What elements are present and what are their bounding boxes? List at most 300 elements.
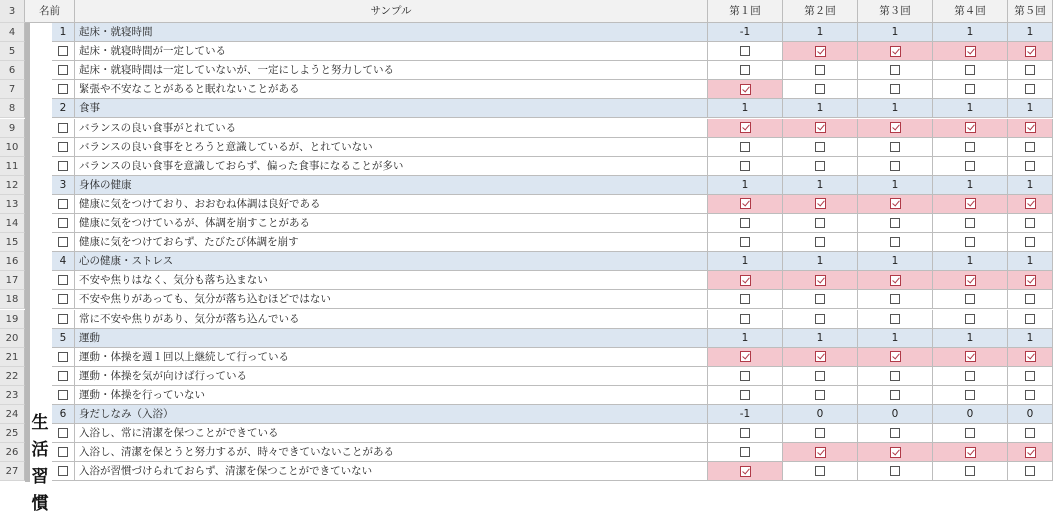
item-checkbox-cell[interactable] bbox=[52, 348, 75, 367]
checkbox-icon[interactable] bbox=[58, 46, 68, 56]
round-check-cell[interactable] bbox=[858, 61, 933, 80]
round-check-cell[interactable] bbox=[783, 386, 858, 405]
round-check-cell[interactable] bbox=[933, 290, 1008, 309]
checked-checkbox-icon[interactable] bbox=[965, 351, 976, 362]
checkbox-icon[interactable] bbox=[58, 428, 68, 438]
round-check-cell[interactable] bbox=[1008, 119, 1053, 138]
checkbox-icon[interactable] bbox=[740, 161, 750, 171]
score-cell[interactable]: 1 bbox=[933, 99, 1008, 118]
score-cell[interactable]: 1 bbox=[1008, 23, 1053, 42]
score-cell[interactable]: 1 bbox=[1008, 99, 1053, 118]
round-check-cell[interactable] bbox=[858, 80, 933, 99]
checked-checkbox-icon[interactable] bbox=[965, 122, 976, 133]
checkbox-icon[interactable] bbox=[965, 390, 975, 400]
round-check-cell[interactable] bbox=[858, 157, 933, 176]
item-text: 常に不安や焦りがあり、気分が落ち込んでいる bbox=[75, 310, 708, 329]
item-checkbox-cell[interactable] bbox=[52, 386, 75, 405]
round-check-cell[interactable] bbox=[933, 214, 1008, 233]
item-checkbox-cell[interactable] bbox=[52, 367, 75, 386]
item-text: バランスの良い食事をとろうと意識しているが、とれていない bbox=[75, 138, 708, 157]
checked-checkbox-icon[interactable] bbox=[1025, 46, 1036, 57]
checkbox-icon[interactable] bbox=[740, 314, 750, 324]
checkbox-icon[interactable] bbox=[815, 218, 825, 228]
score-cell[interactable]: 1 bbox=[933, 176, 1008, 195]
round-check-cell[interactable] bbox=[1008, 138, 1053, 157]
checkbox-icon[interactable] bbox=[58, 123, 68, 133]
checkbox-icon[interactable] bbox=[890, 466, 900, 476]
row-number[interactable]: 22 bbox=[0, 367, 25, 386]
section-title: 身だしなみ（入浴） bbox=[75, 405, 708, 424]
checkbox-icon[interactable] bbox=[890, 65, 900, 75]
checkbox-icon[interactable] bbox=[740, 237, 750, 247]
score-cell[interactable]: 1 bbox=[933, 252, 1008, 271]
score-cell[interactable]: 1 bbox=[708, 252, 783, 271]
round-check-cell[interactable] bbox=[858, 310, 933, 329]
checkbox-icon[interactable] bbox=[965, 428, 975, 438]
checkbox-icon[interactable] bbox=[58, 294, 68, 304]
checkbox-icon[interactable] bbox=[740, 371, 750, 381]
round-check-cell[interactable] bbox=[1008, 310, 1053, 329]
checkbox-icon[interactable] bbox=[965, 314, 975, 324]
checkbox-icon[interactable] bbox=[815, 84, 825, 94]
checkbox-icon[interactable] bbox=[815, 466, 825, 476]
item-checkbox-cell[interactable] bbox=[52, 310, 75, 329]
round-check-cell[interactable] bbox=[933, 462, 1008, 481]
item-text: 不安や焦りはなく、気分も落ち込まない bbox=[75, 271, 708, 290]
section-title: 食事 bbox=[75, 99, 708, 118]
checkbox-icon[interactable] bbox=[1025, 218, 1035, 228]
checkbox-icon[interactable] bbox=[965, 161, 975, 171]
round-check-cell[interactable] bbox=[708, 138, 783, 157]
round-check-cell[interactable] bbox=[708, 290, 783, 309]
score-cell[interactable]: 1 bbox=[858, 99, 933, 118]
checkbox-icon[interactable] bbox=[965, 84, 975, 94]
checked-checkbox-icon[interactable] bbox=[740, 275, 751, 286]
round-check-cell[interactable] bbox=[708, 443, 783, 462]
round-check-cell[interactable] bbox=[1008, 271, 1053, 290]
round-header: 第５回 bbox=[1008, 0, 1053, 23]
section-number: 4 bbox=[52, 252, 75, 271]
checkbox-icon[interactable] bbox=[890, 314, 900, 324]
round-check-cell[interactable] bbox=[1008, 443, 1053, 462]
score-cell[interactable]: 1 bbox=[933, 329, 1008, 348]
item-checkbox-cell[interactable] bbox=[52, 138, 75, 157]
checkbox-icon[interactable] bbox=[1025, 466, 1035, 476]
checkbox-icon[interactable] bbox=[740, 294, 750, 304]
item-checkbox-cell[interactable] bbox=[52, 214, 75, 233]
round-check-cell[interactable] bbox=[858, 367, 933, 386]
checkbox-icon[interactable] bbox=[1025, 428, 1035, 438]
round-check-cell[interactable] bbox=[708, 271, 783, 290]
score-cell[interactable]: 1 bbox=[1008, 329, 1053, 348]
item-text: 起床・就寝時間が一定している bbox=[75, 42, 708, 61]
item-checkbox-cell[interactable] bbox=[52, 290, 75, 309]
round-check-cell[interactable] bbox=[933, 233, 1008, 252]
score-cell[interactable]: 0 bbox=[1008, 405, 1053, 424]
score-cell[interactable]: 1 bbox=[1008, 252, 1053, 271]
checkbox-icon[interactable] bbox=[890, 218, 900, 228]
checkbox-icon[interactable] bbox=[890, 84, 900, 94]
checked-checkbox-icon[interactable] bbox=[965, 275, 976, 286]
section-title: 起床・就寝時間 bbox=[75, 23, 708, 42]
checked-checkbox-icon[interactable] bbox=[740, 351, 751, 362]
item-checkbox-cell[interactable] bbox=[52, 424, 75, 443]
score-cell[interactable]: 1 bbox=[858, 176, 933, 195]
round-check-cell[interactable] bbox=[858, 271, 933, 290]
checkbox-icon[interactable] bbox=[58, 275, 68, 285]
round-check-cell[interactable] bbox=[858, 290, 933, 309]
checked-checkbox-icon[interactable] bbox=[1025, 447, 1036, 458]
row-number[interactable]: 13 bbox=[0, 195, 25, 214]
round-check-cell[interactable] bbox=[933, 61, 1008, 80]
score-cell[interactable]: 1 bbox=[783, 252, 858, 271]
row-number[interactable]: 8 bbox=[0, 99, 25, 118]
checkbox-icon[interactable] bbox=[740, 142, 750, 152]
checked-checkbox-icon[interactable] bbox=[815, 46, 826, 57]
round-check-cell[interactable] bbox=[933, 443, 1008, 462]
checkbox-icon[interactable] bbox=[58, 466, 68, 476]
checked-checkbox-icon[interactable] bbox=[740, 466, 751, 477]
checkbox-icon[interactable] bbox=[58, 390, 68, 400]
round-check-cell[interactable] bbox=[933, 424, 1008, 443]
round-check-cell[interactable] bbox=[858, 443, 933, 462]
item-text: 入浴し、常に清潔を保つことができている bbox=[75, 424, 708, 443]
row-number[interactable]: 10 bbox=[0, 138, 25, 157]
round-check-cell[interactable] bbox=[1008, 61, 1053, 80]
round-check-cell[interactable] bbox=[858, 348, 933, 367]
round-check-cell[interactable] bbox=[783, 42, 858, 61]
checked-checkbox-icon[interactable] bbox=[890, 351, 901, 362]
round-check-cell[interactable] bbox=[783, 310, 858, 329]
score-cell[interactable]: 0 bbox=[933, 405, 1008, 424]
checked-checkbox-icon[interactable] bbox=[1025, 122, 1036, 133]
row-number[interactable]: 6 bbox=[0, 61, 25, 80]
checkbox-icon[interactable] bbox=[965, 218, 975, 228]
row-number[interactable]: 17 bbox=[0, 271, 25, 290]
checked-checkbox-icon[interactable] bbox=[890, 46, 901, 57]
checkbox-icon[interactable] bbox=[815, 161, 825, 171]
round-check-cell[interactable] bbox=[783, 80, 858, 99]
checked-checkbox-icon[interactable] bbox=[965, 46, 976, 57]
round-check-cell[interactable] bbox=[708, 424, 783, 443]
checked-checkbox-icon[interactable] bbox=[740, 198, 751, 209]
round-check-cell[interactable] bbox=[1008, 348, 1053, 367]
checkbox-icon[interactable] bbox=[965, 142, 975, 152]
round-header: 第１回 bbox=[708, 0, 783, 23]
checkbox-icon[interactable] bbox=[965, 237, 975, 247]
checkbox-icon[interactable] bbox=[740, 447, 750, 457]
round-check-cell[interactable] bbox=[1008, 80, 1053, 99]
item-checkbox-cell[interactable] bbox=[52, 42, 75, 61]
checked-checkbox-icon[interactable] bbox=[815, 198, 826, 209]
item-checkbox-cell[interactable] bbox=[52, 119, 75, 138]
checkbox-icon[interactable] bbox=[740, 428, 750, 438]
round-check-cell[interactable] bbox=[1008, 195, 1053, 214]
checkbox-icon[interactable] bbox=[1025, 237, 1035, 247]
round-check-cell[interactable] bbox=[783, 138, 858, 157]
round-check-cell[interactable] bbox=[933, 271, 1008, 290]
round-check-cell[interactable] bbox=[858, 119, 933, 138]
section-number: 5 bbox=[52, 329, 75, 348]
row-number[interactable]: 21 bbox=[0, 348, 25, 367]
round-check-cell[interactable] bbox=[708, 310, 783, 329]
round-check-cell[interactable] bbox=[858, 214, 933, 233]
checked-checkbox-icon[interactable] bbox=[890, 275, 901, 286]
checkbox-icon[interactable] bbox=[1025, 65, 1035, 75]
checkbox-icon[interactable] bbox=[890, 371, 900, 381]
item-checkbox-cell[interactable] bbox=[52, 80, 75, 99]
row-number[interactable]: 26 bbox=[0, 443, 25, 462]
round-check-cell[interactable] bbox=[933, 367, 1008, 386]
round-check-cell[interactable] bbox=[858, 462, 933, 481]
category-char: 慣 bbox=[31, 494, 49, 514]
checkbox-icon[interactable] bbox=[58, 314, 68, 324]
row-number[interactable]: 19 bbox=[0, 310, 25, 329]
checkbox-icon[interactable] bbox=[1025, 161, 1035, 171]
checkbox-icon[interactable] bbox=[1025, 84, 1035, 94]
score-cell[interactable]: 1 bbox=[708, 176, 783, 195]
row-number[interactable]: 12 bbox=[0, 176, 25, 195]
checkbox-icon[interactable] bbox=[740, 390, 750, 400]
checkbox-icon[interactable] bbox=[815, 237, 825, 247]
checkbox-icon[interactable] bbox=[815, 65, 825, 75]
round-check-cell[interactable] bbox=[858, 386, 933, 405]
score-cell[interactable]: 0 bbox=[783, 405, 858, 424]
round-check-cell[interactable] bbox=[708, 61, 783, 80]
score-cell[interactable]: 1 bbox=[783, 176, 858, 195]
checkbox-icon[interactable] bbox=[890, 142, 900, 152]
checkbox-icon[interactable] bbox=[58, 84, 68, 94]
round-check-cell[interactable] bbox=[858, 195, 933, 214]
checkbox-icon[interactable] bbox=[890, 237, 900, 247]
round-check-cell[interactable] bbox=[783, 61, 858, 80]
checkbox-icon[interactable] bbox=[58, 218, 68, 228]
checkbox-icon[interactable] bbox=[890, 428, 900, 438]
checked-checkbox-icon[interactable] bbox=[890, 447, 901, 458]
round-check-cell[interactable] bbox=[708, 233, 783, 252]
round-check-cell[interactable] bbox=[933, 310, 1008, 329]
checked-checkbox-icon[interactable] bbox=[815, 275, 826, 286]
round-check-cell[interactable] bbox=[783, 157, 858, 176]
score-cell[interactable]: 1 bbox=[858, 252, 933, 271]
checkbox-icon[interactable] bbox=[965, 65, 975, 75]
checkbox-icon[interactable] bbox=[1025, 142, 1035, 152]
checkbox-icon[interactable] bbox=[815, 428, 825, 438]
item-checkbox-cell[interactable] bbox=[52, 462, 75, 481]
row-number[interactable]: 23 bbox=[0, 386, 25, 405]
checked-checkbox-icon[interactable] bbox=[890, 122, 901, 133]
checked-checkbox-icon[interactable] bbox=[965, 198, 976, 209]
round-check-cell[interactable] bbox=[858, 424, 933, 443]
item-checkbox-cell[interactable] bbox=[52, 233, 75, 252]
checkbox-icon[interactable] bbox=[58, 65, 68, 75]
checkbox-icon[interactable] bbox=[740, 218, 750, 228]
section-title: 心の健康・ストレス bbox=[75, 252, 708, 271]
checked-checkbox-icon[interactable] bbox=[1025, 275, 1036, 286]
item-text: バランスの良い食事を意識しておらず、偏った食事になることが多い bbox=[75, 157, 708, 176]
row-number[interactable]: 24 bbox=[0, 405, 25, 424]
item-checkbox-cell[interactable] bbox=[52, 271, 75, 290]
checked-checkbox-icon[interactable] bbox=[740, 122, 751, 133]
checked-checkbox-icon[interactable] bbox=[965, 447, 976, 458]
round-check-cell[interactable] bbox=[1008, 214, 1053, 233]
round-check-cell[interactable] bbox=[708, 195, 783, 214]
category-label bbox=[30, 410, 50, 518]
round-check-cell[interactable] bbox=[783, 424, 858, 443]
round-check-cell[interactable] bbox=[1008, 157, 1053, 176]
checkbox-icon[interactable] bbox=[58, 371, 68, 381]
row-number[interactable]: 9 bbox=[0, 119, 25, 138]
round-check-cell[interactable] bbox=[708, 214, 783, 233]
checkbox-icon[interactable] bbox=[740, 65, 750, 75]
category-char: 習 bbox=[31, 467, 49, 487]
row-number[interactable]: 14 bbox=[0, 214, 25, 233]
row-number[interactable]: 18 bbox=[0, 290, 25, 309]
round-check-cell[interactable] bbox=[783, 119, 858, 138]
score-cell[interactable]: 1 bbox=[858, 23, 933, 42]
round-check-cell[interactable] bbox=[858, 233, 933, 252]
score-cell[interactable]: 1 bbox=[783, 329, 858, 348]
round-check-cell[interactable] bbox=[1008, 233, 1053, 252]
score-cell[interactable]: 1 bbox=[783, 99, 858, 118]
round-check-cell[interactable] bbox=[708, 367, 783, 386]
checkbox-icon[interactable] bbox=[815, 294, 825, 304]
score-cell[interactable]: 1 bbox=[708, 329, 783, 348]
row-number[interactable]: 20 bbox=[0, 329, 25, 348]
round-check-cell[interactable] bbox=[783, 290, 858, 309]
row-number[interactable]: 7 bbox=[0, 80, 25, 99]
round-check-cell[interactable] bbox=[933, 119, 1008, 138]
checkbox-icon[interactable] bbox=[58, 161, 68, 171]
round-check-cell[interactable] bbox=[858, 42, 933, 61]
score-cell[interactable]: -1 bbox=[708, 405, 783, 424]
checkbox-icon[interactable] bbox=[890, 390, 900, 400]
checked-checkbox-icon[interactable] bbox=[740, 84, 751, 95]
round-check-cell[interactable] bbox=[933, 80, 1008, 99]
round-check-cell[interactable] bbox=[1008, 424, 1053, 443]
round-check-cell[interactable] bbox=[708, 462, 783, 481]
round-check-cell[interactable] bbox=[783, 233, 858, 252]
checkbox-icon[interactable] bbox=[815, 314, 825, 324]
round-check-cell[interactable] bbox=[783, 443, 858, 462]
checkbox-icon[interactable] bbox=[58, 142, 68, 152]
round-check-cell[interactable] bbox=[1008, 367, 1053, 386]
item-text: 健康に気をつけているが、体調を崩すことがある bbox=[75, 214, 708, 233]
checked-checkbox-icon[interactable] bbox=[815, 447, 826, 458]
round-check-cell[interactable] bbox=[933, 195, 1008, 214]
item-text: 入浴し、清潔を保とうと努力するが、時々できていないことがある bbox=[75, 443, 708, 462]
checkbox-icon[interactable] bbox=[1025, 371, 1035, 381]
row-number[interactable]: 3 bbox=[0, 0, 25, 23]
checkbox-icon[interactable] bbox=[815, 390, 825, 400]
item-text: 運動・体操を週１回以上継続して行っている bbox=[75, 348, 708, 367]
item-text: 起床・就寝時間は一定していないが、一定にしようと努力している bbox=[75, 61, 708, 80]
round-header: 第２回 bbox=[783, 0, 858, 23]
score-cell[interactable]: 1 bbox=[933, 23, 1008, 42]
score-cell[interactable]: 1 bbox=[1008, 176, 1053, 195]
round-check-cell[interactable] bbox=[933, 386, 1008, 405]
round-header: 第４回 bbox=[933, 0, 1008, 23]
checked-checkbox-icon[interactable] bbox=[815, 351, 826, 362]
row-number[interactable]: 25 bbox=[0, 424, 25, 443]
checked-checkbox-icon[interactable] bbox=[1025, 198, 1036, 209]
round-check-cell[interactable] bbox=[933, 138, 1008, 157]
round-check-cell[interactable] bbox=[1008, 290, 1053, 309]
item-checkbox-cell[interactable] bbox=[52, 443, 75, 462]
round-check-cell[interactable] bbox=[708, 157, 783, 176]
round-check-cell[interactable] bbox=[783, 367, 858, 386]
checkbox-icon[interactable] bbox=[58, 199, 68, 209]
checked-checkbox-icon[interactable] bbox=[815, 122, 826, 133]
score-cell[interactable]: 1 bbox=[708, 99, 783, 118]
score-cell[interactable]: 0 bbox=[858, 405, 933, 424]
score-cell[interactable]: 1 bbox=[858, 329, 933, 348]
round-check-cell[interactable] bbox=[1008, 462, 1053, 481]
checkbox-icon[interactable] bbox=[965, 466, 975, 476]
checkbox-icon[interactable] bbox=[58, 447, 68, 457]
checkbox-icon[interactable] bbox=[1025, 294, 1035, 304]
section-number: 1 bbox=[52, 23, 75, 42]
round-check-cell[interactable] bbox=[708, 386, 783, 405]
name-header: 名前 bbox=[25, 0, 75, 23]
section-number: 3 bbox=[52, 176, 75, 195]
round-check-cell[interactable] bbox=[708, 119, 783, 138]
round-check-cell[interactable] bbox=[783, 214, 858, 233]
score-cell[interactable]: -1 bbox=[708, 23, 783, 42]
round-check-cell[interactable] bbox=[933, 348, 1008, 367]
checkbox-icon[interactable] bbox=[890, 161, 900, 171]
checkbox-icon[interactable] bbox=[58, 352, 68, 362]
round-check-cell[interactable] bbox=[708, 348, 783, 367]
round-check-cell[interactable] bbox=[783, 462, 858, 481]
round-check-cell[interactable] bbox=[1008, 386, 1053, 405]
round-check-cell[interactable] bbox=[933, 157, 1008, 176]
round-check-cell[interactable] bbox=[933, 42, 1008, 61]
round-check-cell[interactable] bbox=[858, 138, 933, 157]
round-check-cell[interactable] bbox=[708, 42, 783, 61]
item-checkbox-cell[interactable] bbox=[52, 195, 75, 214]
checkbox-icon[interactable] bbox=[815, 142, 825, 152]
section-number: 2 bbox=[52, 99, 75, 118]
row-number[interactable]: 16 bbox=[0, 252, 25, 271]
row-number[interactable]: 15 bbox=[0, 233, 25, 252]
row-number[interactable]: 27 bbox=[0, 462, 25, 481]
item-checkbox-cell[interactable] bbox=[52, 61, 75, 80]
round-check-cell[interactable] bbox=[783, 271, 858, 290]
checkbox-icon[interactable] bbox=[890, 294, 900, 304]
checkbox-icon[interactable] bbox=[58, 237, 68, 247]
round-check-cell[interactable] bbox=[1008, 42, 1053, 61]
round-check-cell[interactable] bbox=[783, 195, 858, 214]
checkbox-icon[interactable] bbox=[815, 371, 825, 381]
round-check-cell[interactable] bbox=[708, 80, 783, 99]
round-check-cell[interactable] bbox=[783, 348, 858, 367]
row-number[interactable]: 5 bbox=[0, 42, 25, 61]
score-cell[interactable]: 1 bbox=[783, 23, 858, 42]
category-char: 活 bbox=[31, 440, 49, 460]
row-number[interactable]: 4 bbox=[0, 23, 25, 42]
checkbox-icon[interactable] bbox=[1025, 390, 1035, 400]
checkbox-icon[interactable] bbox=[965, 294, 975, 304]
checkbox-icon[interactable] bbox=[965, 371, 975, 381]
checked-checkbox-icon[interactable] bbox=[1025, 351, 1036, 362]
row-number[interactable]: 11 bbox=[0, 157, 25, 176]
item-text: 入浴が習慣づけられておらず、清潔を保つことができていない bbox=[75, 462, 708, 481]
item-checkbox-cell[interactable] bbox=[52, 157, 75, 176]
checkbox-icon[interactable] bbox=[740, 46, 750, 56]
checkbox-icon[interactable] bbox=[1025, 314, 1035, 324]
checked-checkbox-icon[interactable] bbox=[890, 198, 901, 209]
